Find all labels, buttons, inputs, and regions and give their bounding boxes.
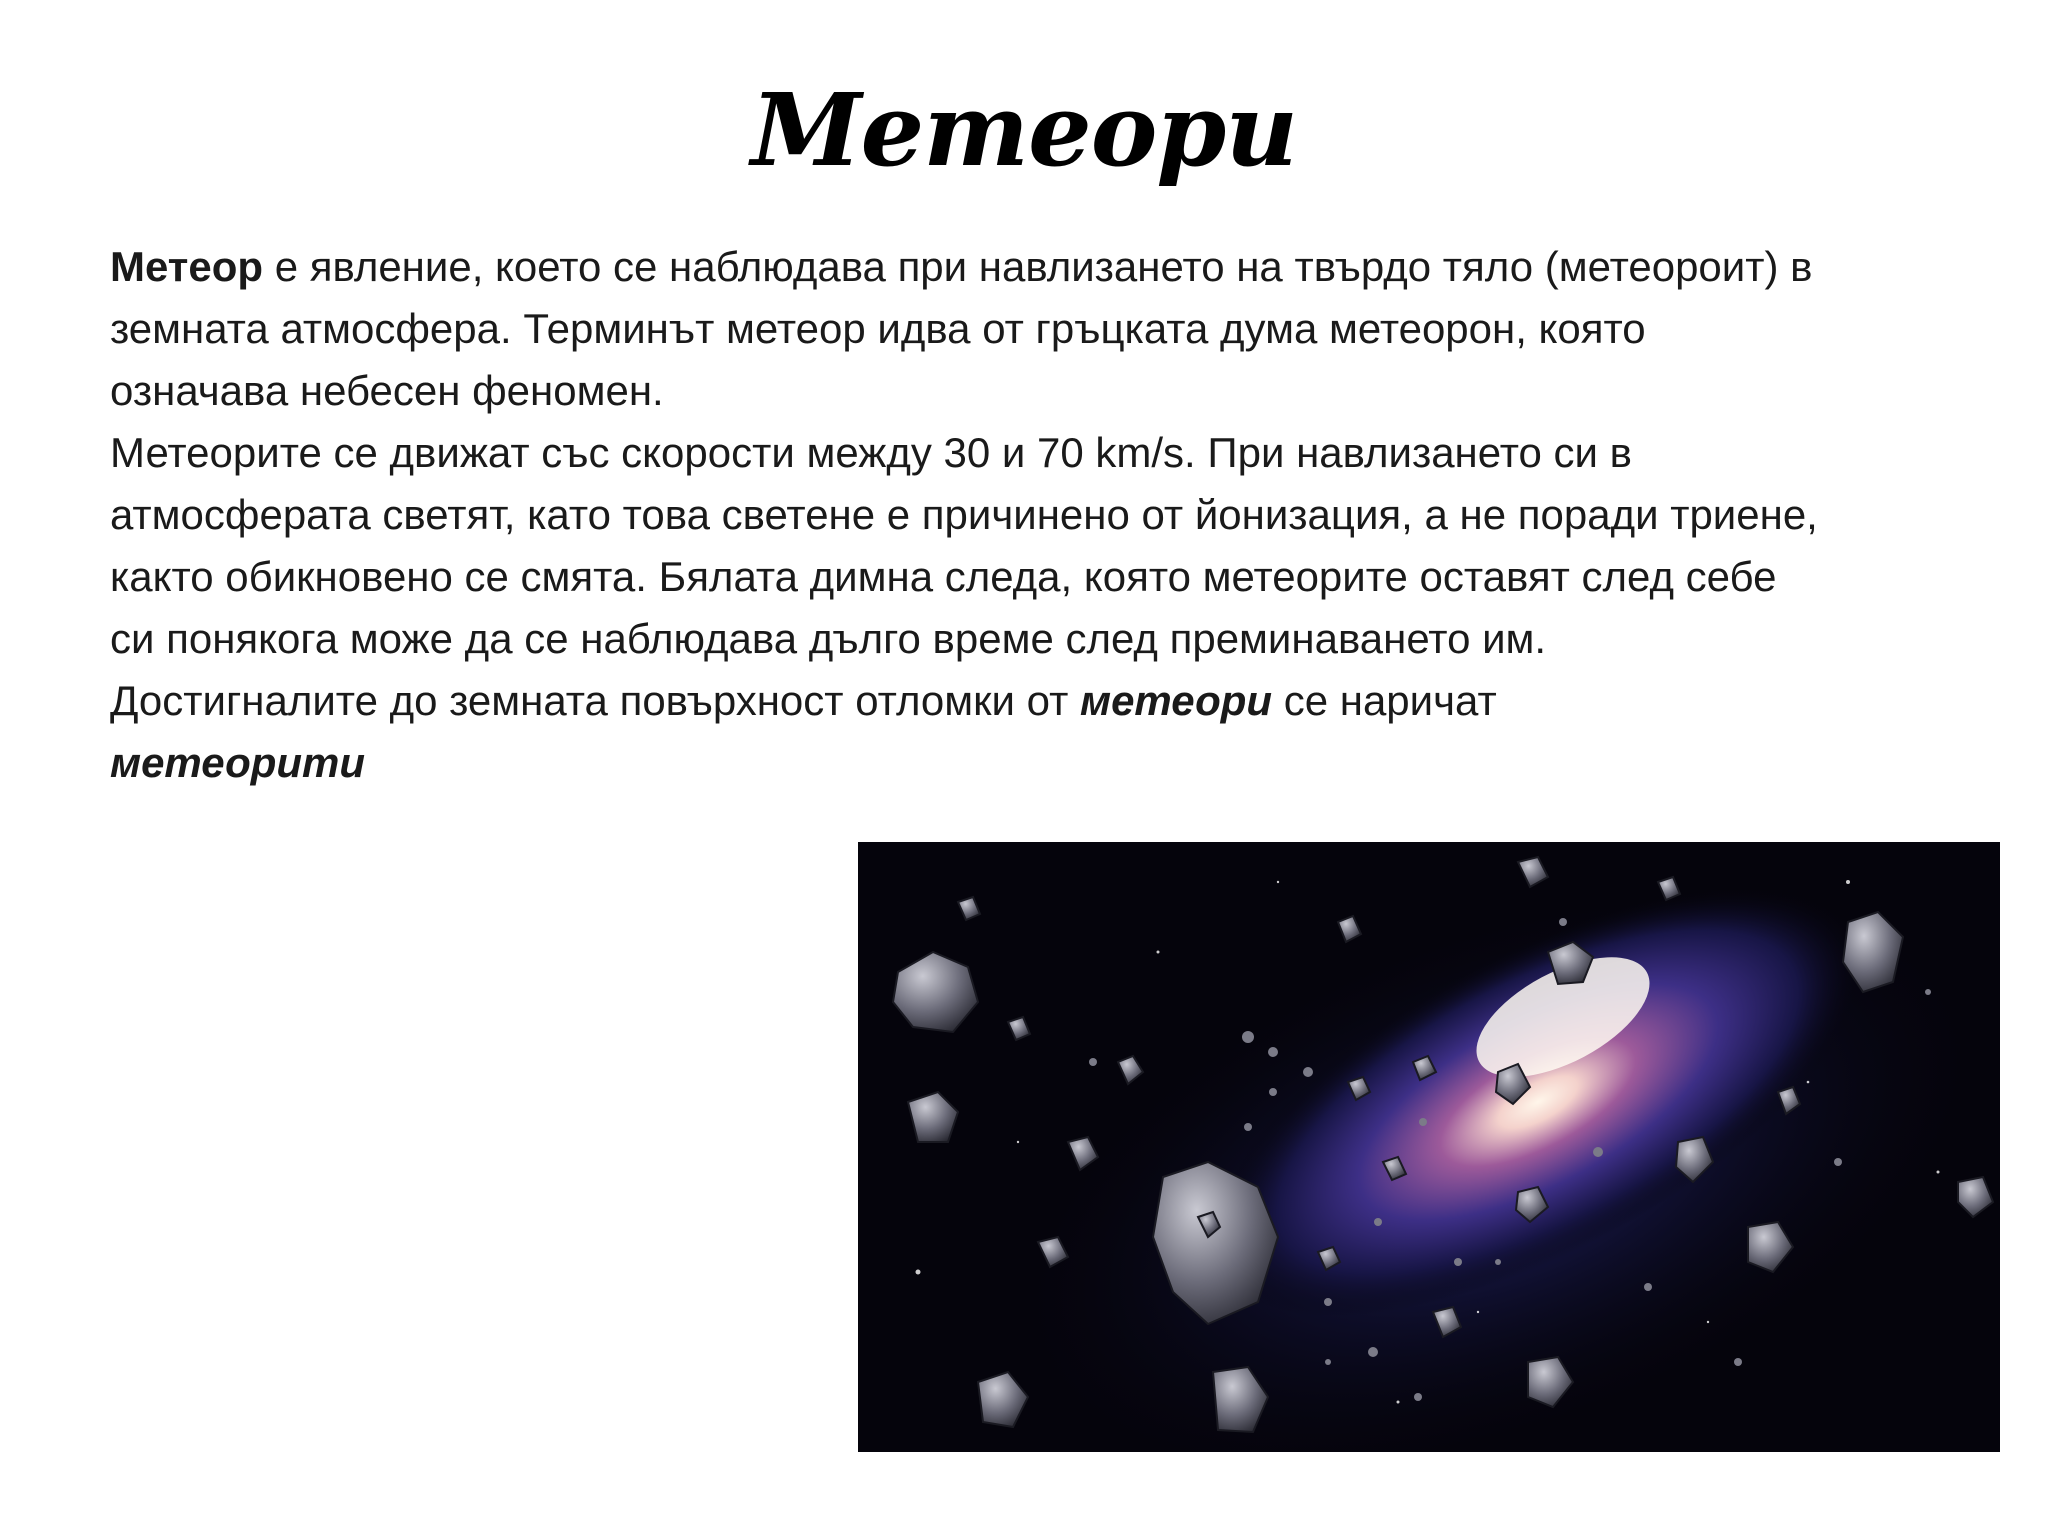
term-meteor: Метеор [110,243,264,290]
paragraph-speed: Метеорите се движат със скорости между 30 и 70 km/s. При навлизането си в атмосферата светят, като това светене е причинено от йонизация, а не поради триене, както обикновено се смята. Бялата димна следа, която метеорите оставят след себе си понякога може да се наблюдава дълго време след преминаването им. [110,429,1818,662]
definition-text: е явление, което се наблюдава при навлизането на твърдо тяло (метеороит) в земната атмосфера. Терминът метеор идва от гръцката дума метеорон, която означава небесен феномен. [110,243,1813,414]
paragraph-definition [110,236,1830,422]
term-meteorites: метеорити [110,739,366,786]
paragraph-meteorites [110,670,1830,794]
slide-title: Метеори [750,71,1298,189]
meteorites-text-middle: се наричат [1272,677,1497,724]
space-meteors-image [858,842,2000,1452]
meteorites-text-before: Достигналите до земната повърхност отломки от [110,677,1080,724]
body-text [110,236,1830,794]
term-meteors: метеори [1080,677,1273,724]
